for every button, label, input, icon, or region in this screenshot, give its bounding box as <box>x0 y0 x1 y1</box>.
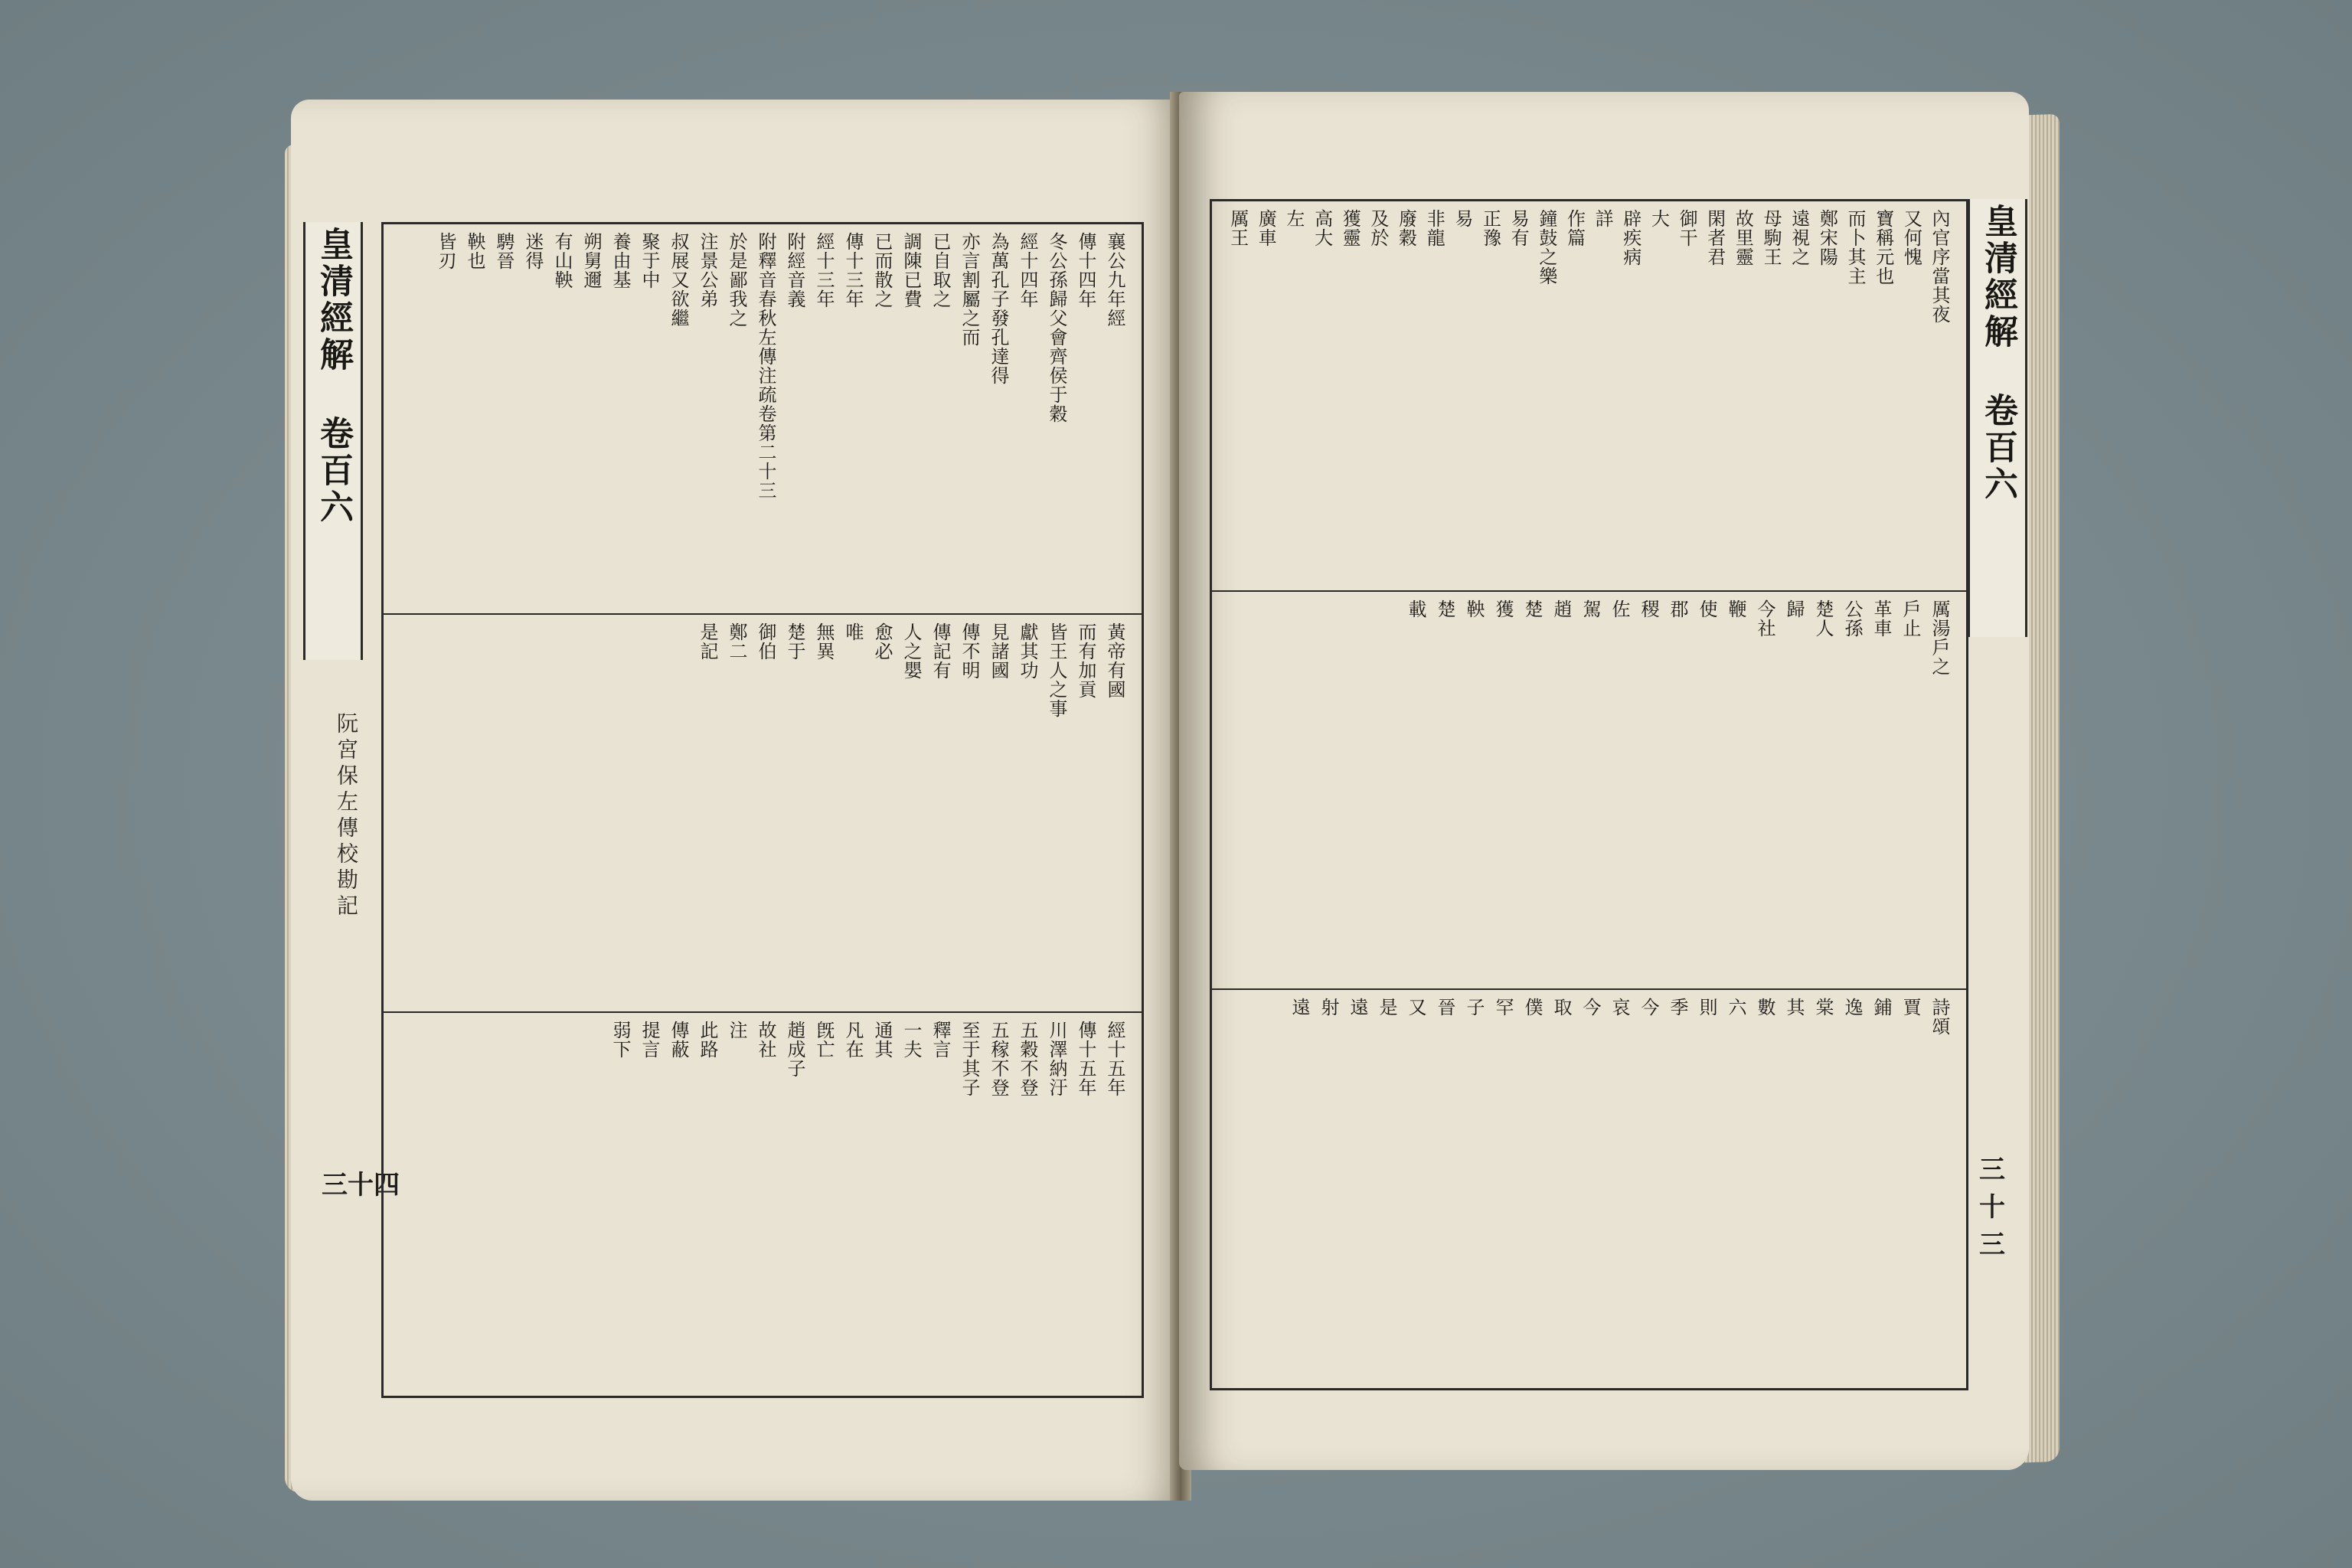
text-column: 罕 <box>1492 998 1514 1017</box>
text-column: 養由基 <box>609 232 631 289</box>
right-folio: 三十三 <box>1979 1155 2005 1260</box>
left-title-header <box>303 222 363 660</box>
text-column: 大 <box>1648 209 1670 228</box>
text-column: 駕 <box>1579 599 1601 619</box>
text-column: 公孫 <box>1841 599 1863 638</box>
left-margin-note: 阮宮保左傳校勘記 <box>334 712 359 920</box>
text-column: 楚人 <box>1812 599 1834 638</box>
text-column: 五稼不登 <box>988 1021 1009 1097</box>
text-column: 人之嬰 <box>900 622 922 680</box>
text-column: 易有 <box>1508 209 1530 247</box>
text-column: 經十四年 <box>1017 232 1038 309</box>
right-middle-band <box>1212 592 1966 990</box>
text-column: 通其 <box>871 1021 893 1059</box>
text-column: 又 <box>1405 998 1426 1017</box>
text-column: 御伯 <box>755 622 776 661</box>
text-column: 六 <box>1725 998 1746 1017</box>
text-column: 郡 <box>1667 599 1688 619</box>
text-column: 逸 <box>1841 998 1863 1017</box>
left-top-band <box>384 224 1142 615</box>
text-column: 廢穀 <box>1395 209 1417 247</box>
text-column: 鋪 <box>1870 998 1892 1017</box>
text-column: 傳蔽 <box>668 1021 689 1059</box>
text-column: 今 <box>1579 998 1601 1017</box>
text-column: 趙成子 <box>784 1021 805 1078</box>
right-text-frame <box>1210 199 1968 1390</box>
text-column: 見諸國 <box>988 622 1009 680</box>
text-column: 正豫 <box>1479 209 1501 247</box>
left-middle-band <box>384 615 1142 1013</box>
text-column: 傳記有 <box>929 622 951 680</box>
text-column: 辟疾病 <box>1619 209 1642 266</box>
text-column: 季 <box>1667 998 1688 1017</box>
text-column: 傳十三年 <box>842 232 864 309</box>
text-column: 無異 <box>813 622 835 661</box>
text-column: 有山鞅 <box>551 232 573 289</box>
text-column: 旣亡 <box>813 1021 835 1059</box>
text-column: 傳十四年 <box>1075 232 1096 309</box>
text-column: 朔舅邇 <box>580 232 602 289</box>
left-page <box>291 100 1187 1501</box>
text-column: 附經音義 <box>784 232 805 309</box>
text-column: 遠視之 <box>1788 209 1810 266</box>
left-text-frame <box>381 222 1144 1398</box>
text-column: 今 <box>1638 998 1659 1017</box>
text-column: 晉 <box>1434 998 1455 1017</box>
text-column: 作篇 <box>1563 209 1586 247</box>
right-top-band <box>1212 201 1966 592</box>
text-column: 釋言 <box>929 1021 951 1059</box>
right-title-header <box>1968 199 2027 637</box>
text-column: 鐘鼓之樂 <box>1535 209 1557 286</box>
text-column: 內官序當其夜 <box>1929 209 1950 324</box>
text-column: 凡在 <box>842 1021 864 1059</box>
text-column: 鄭宋陽 <box>1816 209 1838 266</box>
text-column: 五穀不登 <box>1017 1021 1038 1097</box>
text-column: 趙 <box>1550 599 1572 619</box>
text-column: 鞅也 <box>464 232 485 270</box>
text-column: 是 <box>1376 998 1397 1017</box>
text-column: 遠 <box>1289 998 1310 1017</box>
text-column: 附釋音春秋左傳注疏卷第二十三 <box>755 232 776 500</box>
text-column: 騁晉 <box>493 232 514 270</box>
text-column: 經十三年 <box>813 232 835 309</box>
text-column: 詳 <box>1592 209 1614 228</box>
right-bottom-band <box>1212 990 1966 1388</box>
text-column: 經十五年 <box>1104 1021 1125 1097</box>
text-column: 而卜其主 <box>1844 209 1867 286</box>
text-column: 賈 <box>1900 998 1921 1017</box>
text-column: 寶稱元也 <box>1872 209 1894 286</box>
text-column: 閑者君 <box>1704 209 1726 266</box>
text-column: 為萬孔子發孔達得 <box>988 232 1009 385</box>
text-column: 叔展又欲繼 <box>668 232 689 328</box>
text-column: 至于其子 <box>959 1021 980 1097</box>
text-column: 冬公孫歸父會齊侯于穀 <box>1046 232 1067 423</box>
text-column: 已自取之 <box>929 232 951 309</box>
text-column: 獲 <box>1492 599 1514 619</box>
text-column: 其 <box>1783 998 1805 1017</box>
text-column: 楚于 <box>784 622 805 661</box>
text-column: 御干 <box>1676 209 1698 247</box>
text-column: 詩頌 <box>1929 998 1950 1036</box>
text-column: 唯 <box>842 622 864 642</box>
text-column: 射 <box>1318 998 1339 1017</box>
text-column: 厲湯戶之 <box>1929 599 1950 676</box>
text-column: 川澤納汙 <box>1046 1021 1067 1097</box>
text-column: 注 <box>726 1021 747 1040</box>
text-column: 載 <box>1405 599 1426 619</box>
text-column: 愈必 <box>871 622 893 661</box>
right-book-title: 皇清經解 <box>1978 204 2017 351</box>
text-column: 襄公九年經 <box>1104 232 1125 328</box>
text-column: 非龍 <box>1423 209 1446 247</box>
text-column: 是記 <box>697 622 718 661</box>
text-column: 易 <box>1451 209 1473 228</box>
text-column: 獲靈 <box>1339 209 1361 247</box>
text-column: 黃帝有國 <box>1104 622 1125 699</box>
text-column: 僕 <box>1521 998 1543 1017</box>
text-column: 一夫 <box>900 1021 922 1059</box>
text-column: 傳不明 <box>959 622 980 680</box>
text-column: 戶止 <box>1900 599 1921 638</box>
text-column: 使 <box>1696 599 1717 619</box>
left-folio: 三十四 <box>322 1170 400 1200</box>
text-column: 哀 <box>1609 998 1630 1017</box>
text-column: 則 <box>1696 998 1717 1017</box>
text-column: 厲王 <box>1227 209 1249 247</box>
text-column: 又何愧 <box>1900 209 1922 266</box>
text-column: 歸 <box>1783 599 1805 619</box>
text-column: 子 <box>1463 998 1485 1017</box>
text-column: 遠 <box>1347 998 1368 1017</box>
left-book-title: 皇清經解 <box>314 227 353 374</box>
left-volume-label: 卷百六 <box>314 416 353 526</box>
text-column: 此路 <box>697 1021 718 1059</box>
text-column: 皆王人之事 <box>1046 622 1067 718</box>
text-column: 提言 <box>639 1021 660 1059</box>
text-column: 鞅 <box>1463 599 1485 619</box>
text-column: 及於 <box>1367 209 1389 247</box>
text-column: 已而散之 <box>871 232 893 309</box>
text-column: 廣車 <box>1255 209 1277 247</box>
text-column: 高大 <box>1311 209 1333 247</box>
text-column: 母駒王 <box>1760 209 1782 266</box>
text-column: 棠 <box>1812 998 1834 1017</box>
right-volume-label: 卷百六 <box>1978 393 2017 503</box>
text-column: 楚 <box>1434 599 1455 619</box>
text-column: 聚于中 <box>639 232 660 289</box>
text-column: 楚 <box>1521 599 1543 619</box>
text-column: 調陳已費 <box>900 232 922 309</box>
text-column: 於是鄙我之 <box>726 232 747 328</box>
text-column: 迷得 <box>522 232 544 270</box>
text-column: 故社 <box>755 1021 776 1059</box>
text-column: 傳十五年 <box>1075 1021 1096 1097</box>
text-column: 佐 <box>1609 599 1630 619</box>
text-column: 獻其功 <box>1017 622 1038 680</box>
text-column: 稷 <box>1638 599 1659 619</box>
text-column: 亦言割屬之而 <box>959 232 980 347</box>
text-column: 數 <box>1754 998 1775 1017</box>
text-column: 弱下 <box>609 1021 631 1059</box>
text-column: 而有加貢 <box>1075 622 1096 699</box>
text-column: 取 <box>1550 998 1572 1017</box>
text-column: 左 <box>1282 209 1305 228</box>
text-column: 鞭 <box>1725 599 1746 619</box>
text-column: 皆刃 <box>435 232 456 270</box>
left-bottom-band <box>384 1013 1142 1396</box>
text-column: 鄭二 <box>726 622 747 661</box>
text-column: 今社 <box>1754 599 1775 638</box>
right-page <box>1179 92 2029 1470</box>
text-column: 故里靈 <box>1732 209 1754 266</box>
text-column: 革車 <box>1870 599 1892 638</box>
text-column: 注景公弟 <box>697 232 718 309</box>
